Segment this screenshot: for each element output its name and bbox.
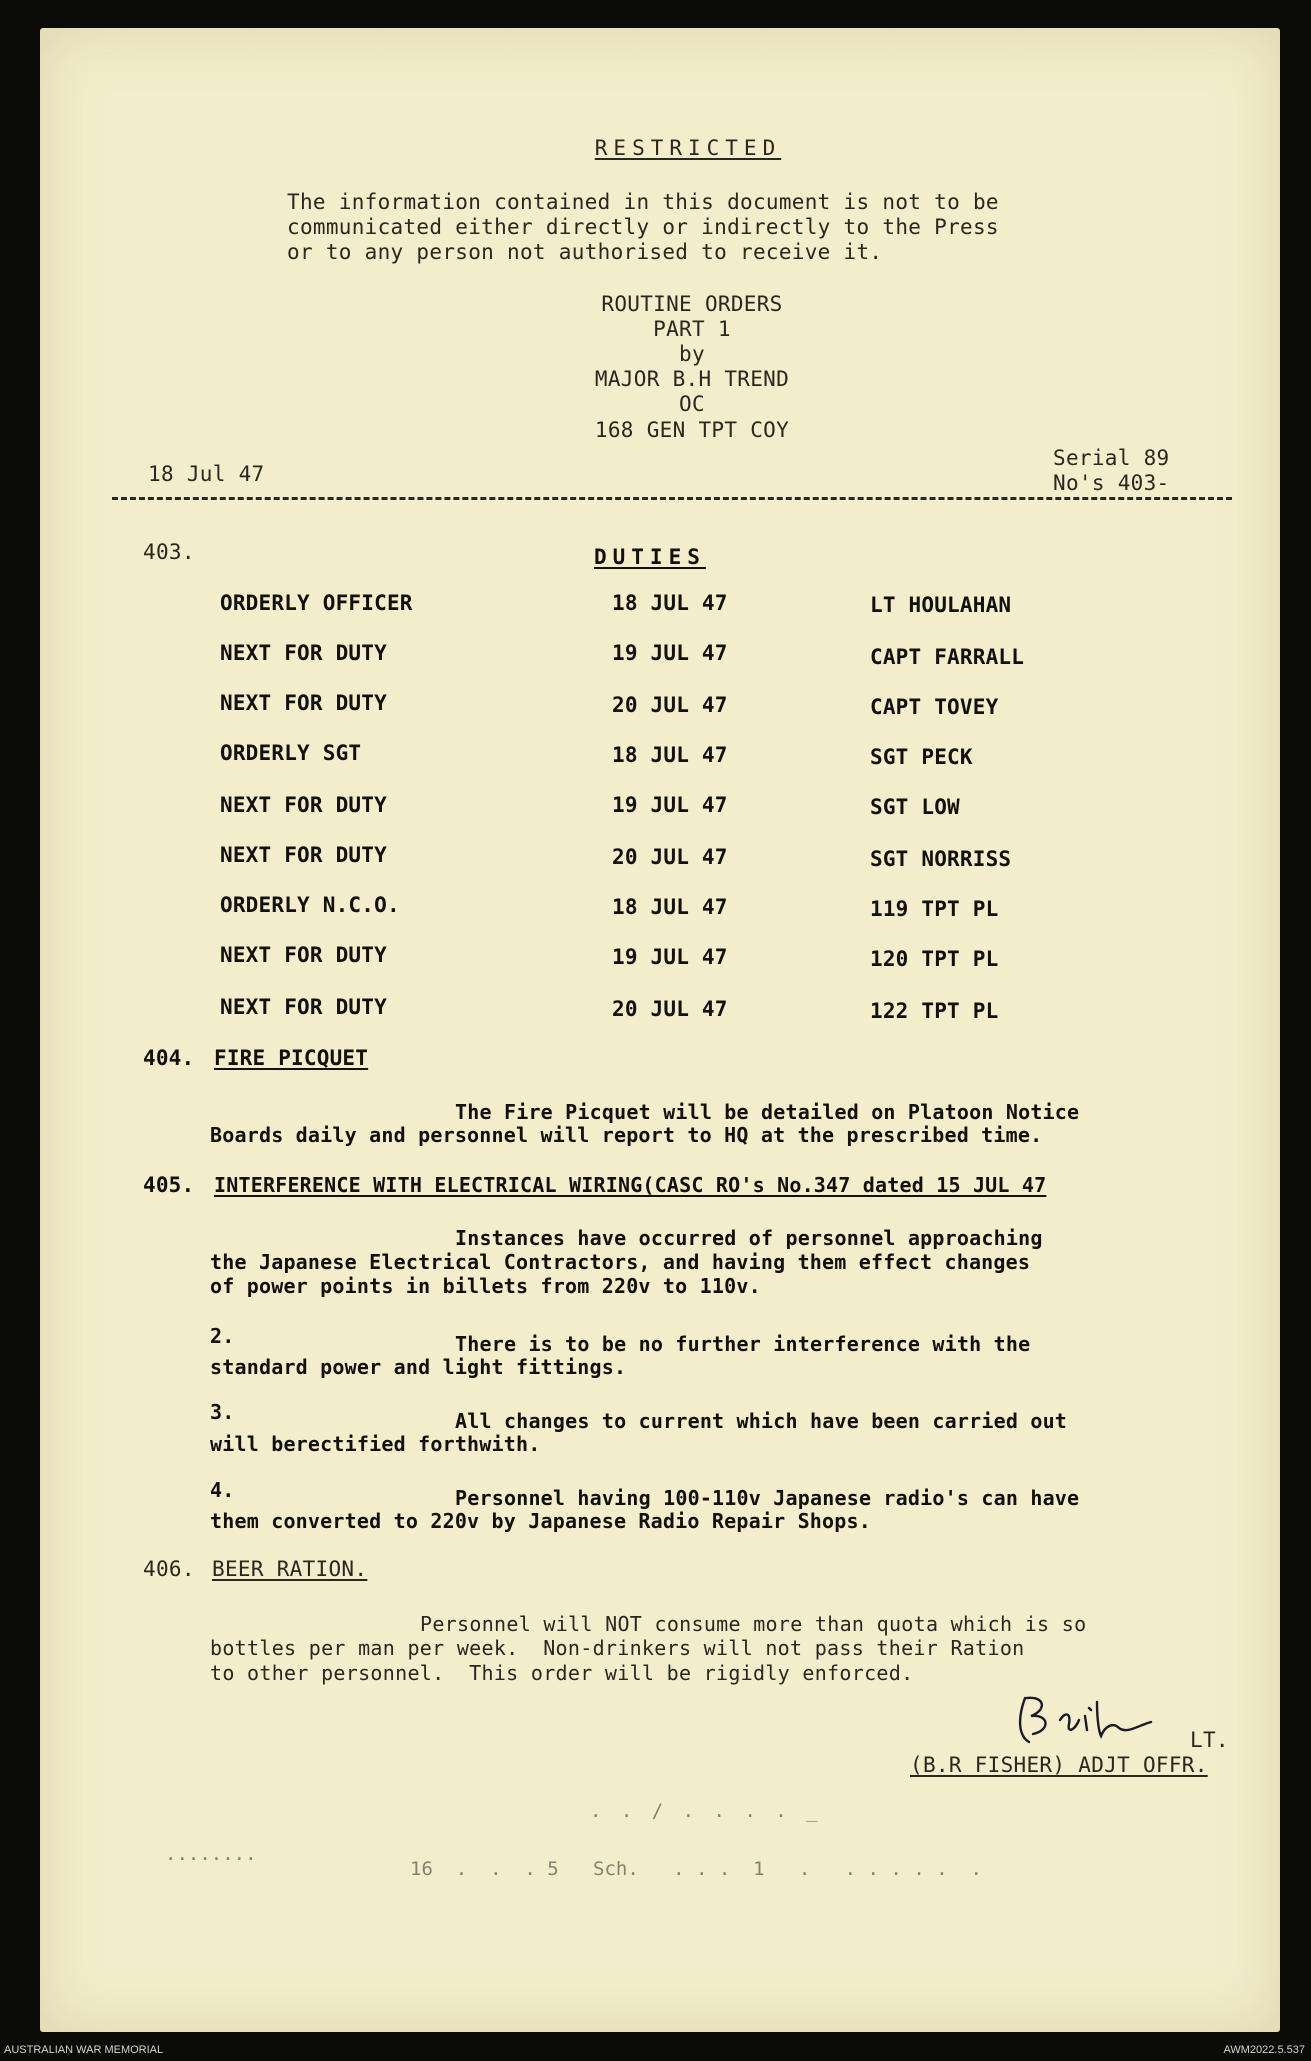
duty-date: 18 JUL 47: [612, 895, 728, 919]
duty-person: CAPT TOVEY: [870, 695, 999, 719]
fire-picquet-line-1: The Fire Picquet will be detailed on Platoon Notice: [455, 1100, 1080, 1124]
duty-role: NEXT FOR DUTY: [220, 793, 387, 817]
duty-role: NEXT FOR DUTY: [220, 943, 387, 967]
faint-bleed-mark-left: ........: [165, 1843, 257, 1865]
footer-accession-number: AWM2022.5.537: [1223, 2044, 1305, 2056]
section-number-403: 403.: [143, 540, 195, 564]
section-number-406: 406.: [143, 1557, 195, 1581]
serial-number: Serial 89: [1053, 446, 1170, 470]
restricted-title: RESTRICTED: [594, 136, 782, 160]
header-line-part: PART 1: [653, 317, 731, 341]
duty-role: NEXT FOR DUTY: [220, 995, 387, 1019]
interference-para4-line-1: Personnel having 100-110v Japanese radio's can have: [455, 1486, 1080, 1510]
interference-para1-line-1: Instances have occurred of personnel approaching: [455, 1226, 1043, 1250]
faint-bleed-mark-bottom: 16 . . . 5 Sch. . . . 1 . . . . . . .: [410, 1858, 982, 1880]
beer-ration-title: BEER RATION.: [212, 1557, 368, 1581]
interference-title: INTERFERENCE WITH ELECTRICAL WIRING(CASC RO's No.347 dated 15 JUL 47: [214, 1173, 1047, 1197]
interference-para1-line-3: of power points in billets from 220v to 110v.: [210, 1274, 761, 1298]
duty-date: 20 JUL 47: [612, 997, 728, 1021]
restricted-notice-line-2: communicated either directly or indirectly to the Press: [287, 215, 999, 239]
interference-para3-number: 3.: [210, 1400, 235, 1424]
duty-date: 20 JUL 47: [612, 845, 728, 869]
duty-person: 119 TPT PL: [870, 897, 999, 921]
beer-ration-line-2: bottles per man per week. Non-drinkers will not pass their Ration: [210, 1636, 1025, 1660]
header-line-commander: MAJOR B.H TREND: [594, 367, 790, 391]
header-line-oc: OC: [679, 392, 705, 416]
duty-date: 20 JUL 47: [612, 693, 728, 717]
interference-para3-line-1: All changes to current which have been carried out: [455, 1409, 1068, 1433]
interference-para4-line-2: them converted to 220v by Japanese Radio Repair Shops.: [210, 1509, 872, 1533]
duty-person: SGT LOW: [870, 795, 960, 819]
archive-footer: [0, 2040, 1311, 2061]
beer-ration-line-3: to other personnel. This order will be rigidly enforced.: [210, 1661, 914, 1685]
duty-person: CAPT FARRALL: [870, 645, 1025, 669]
duty-date: 18 JUL 47: [612, 743, 728, 767]
interference-para1-line-2: the Japanese Electrical Contractors, and having them effect changes: [210, 1250, 1031, 1274]
duty-person: 122 TPT PL: [870, 999, 999, 1023]
duty-date: 18 JUL 47: [612, 591, 728, 615]
interference-para2-line-1: There is to be no further interference with the: [455, 1332, 1031, 1356]
duty-role: ORDERLY N.C.O.: [220, 893, 400, 917]
header-line-unit: 168 GEN TPT COY: [594, 418, 790, 442]
order-numbers: No's 403-: [1053, 471, 1170, 495]
duty-person: LT HOULAHAN: [870, 593, 1012, 617]
header-divider: [112, 497, 1232, 500]
section-number-404: 404.: [143, 1046, 195, 1070]
interference-para2-line-2: standard power and light fittings.: [210, 1355, 627, 1379]
header-line-routine-orders: ROUTINE ORDERS: [601, 292, 783, 316]
order-date: 18 Jul 47: [148, 462, 265, 486]
duty-date: 19 JUL 47: [612, 793, 728, 817]
interference-para3-line-2: will berectified forthwith.: [210, 1432, 541, 1456]
beer-ration-line-1: Personnel will NOT consume more than quota which is so: [420, 1612, 1087, 1636]
restricted-notice-line-1: The information contained in this document is not to be: [287, 190, 999, 214]
footer-archive-name: AUSTRALIAN WAR MEMORIAL: [4, 2044, 164, 2056]
signature-name: (B.R FISHER) ADJT OFFR.: [910, 1753, 1208, 1777]
duties-title: DUTIES: [594, 545, 706, 569]
duty-date: 19 JUL 47: [612, 641, 728, 665]
interference-para4-number: 4.: [210, 1478, 235, 1502]
duty-role: ORDERLY SGT: [220, 741, 362, 765]
duty-role: NEXT FOR DUTY: [220, 843, 387, 867]
duty-role: NEXT FOR DUTY: [220, 641, 387, 665]
header-line-by: by: [679, 342, 705, 366]
duty-person: SGT NORRISS: [870, 847, 1012, 871]
signature-rank: LT.: [1190, 1728, 1229, 1752]
duty-person: SGT PECK: [870, 745, 973, 769]
duty-role: NEXT FOR DUTY: [220, 691, 387, 715]
restricted-notice-line-3: or to any person not authorised to receive it.: [287, 240, 883, 264]
duty-person: 120 TPT PL: [870, 947, 999, 971]
duty-date: 19 JUL 47: [612, 945, 728, 969]
handwritten-signature: [1005, 1690, 1155, 1750]
section-number-405: 405.: [143, 1173, 195, 1197]
duty-role: ORDERLY OFFICER: [220, 591, 413, 615]
interference-para2-number: 2.: [210, 1324, 235, 1348]
fire-picquet-line-2: Boards daily and personnel will report to HQ at the prescribed time.: [210, 1123, 1043, 1147]
faint-bleed-mark-top: . . / . . . . _: [590, 1800, 822, 1822]
fire-picquet-title: FIRE PICQUET: [214, 1046, 369, 1070]
